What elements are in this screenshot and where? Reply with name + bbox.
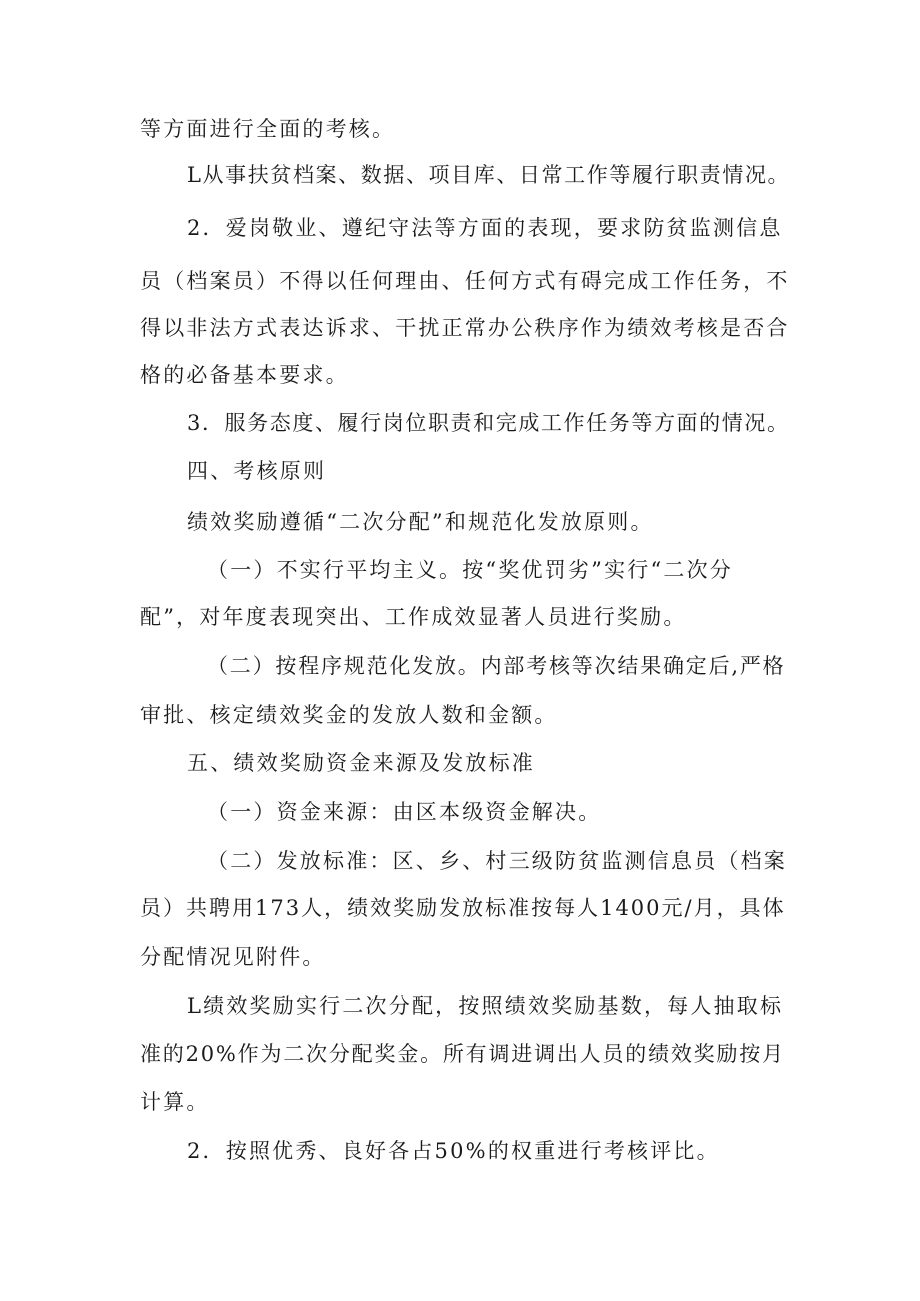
text-line: （二）发放标准：区、乡、村三级防贫监测信息员（档案 [207, 849, 787, 873]
text-line: 得以非法方式表达诉求、干扰正常办公秩序作为绩效考核是否合 [140, 316, 790, 340]
text-line: （二）按程序规范化发放。内部考核等次结果确定后,严格 [207, 654, 786, 678]
text-line: 3．服务态度、履行岗位职责和完成工作任务等方面的情况。 [187, 411, 790, 435]
text-line: 员（档案员）不得以任何理由、任何方式有碍完成工作任务，不 [140, 269, 790, 293]
text-line: 等方面进行全面的考核。 [140, 117, 396, 141]
text-line: 配”，对年度表现突出、工作成效显著人员进行奖励。 [140, 605, 687, 629]
text-line: 分配情况见附件。 [140, 945, 326, 969]
text-line: 计算。 [140, 1090, 210, 1114]
text-line: 绩效奖励遵循“二次分配”和规范化发放原则。 [187, 510, 654, 534]
text-line: 2．爱岗敬业、遵纪守法等方面的表现，要求防贫监测信息 [187, 216, 783, 240]
text-line: L从事扶贫档案、数据、项目库、日常工作等履行职责情况。 [187, 163, 791, 187]
text-line: 审批、核定绩效奖金的发放人数和金额。 [140, 703, 558, 727]
text-line: L绩效奖励实行二次分配，按照绩效奖励基数，每人抽取标 [187, 994, 784, 1018]
text-line: 格的必备基本要求。 [140, 363, 349, 387]
section-heading: 四、考核原则 [187, 459, 327, 483]
text-line: （一）不实行平均主义。按“奖优罚劣”实行“二次分 [207, 558, 734, 582]
text-line: （一）资金来源：由区本级资金解决。 [207, 800, 602, 824]
section-heading: 五、绩效奖励资金来源及发放标准 [187, 751, 535, 775]
text-line: 准的20%作为二次分配奖金。所有调进调出人员的绩效奖励按月 [140, 1042, 785, 1066]
text-line: 2．按照优秀、良好各占50%的权重进行考核评比。 [187, 1139, 720, 1163]
text-line: 员）共聘用173人，绩效奖励发放标准按每人1400元/月，具体 [140, 896, 786, 920]
